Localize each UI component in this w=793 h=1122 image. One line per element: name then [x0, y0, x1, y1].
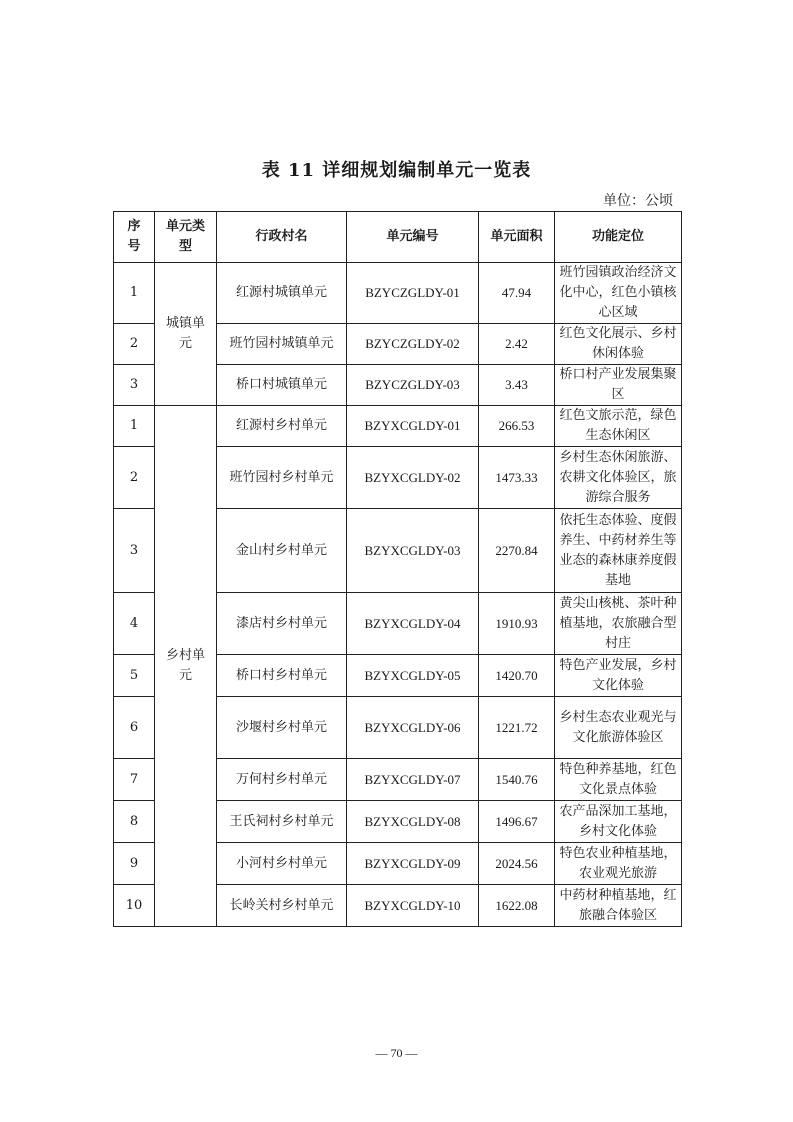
cell-no: 2	[114, 447, 155, 509]
cell-area: 2.42	[479, 324, 555, 365]
cell-code: BZYXCGLDY-01	[347, 406, 479, 447]
cell-village: 沙堰村乡村单元	[217, 697, 347, 759]
cell-no: 4	[114, 593, 155, 655]
cell-village: 长岭关村乡村单元	[217, 885, 347, 927]
group-town: 城镇单元	[155, 263, 217, 406]
unit-label: 单位：公顷	[603, 193, 673, 209]
cell-code: BZYCZGLDY-02	[347, 324, 479, 365]
cell-no: 9	[114, 843, 155, 885]
cell-village: 金山村乡村单元	[217, 509, 347, 593]
cell-code: BZYXCGLDY-06	[347, 697, 479, 759]
cell-function: 农产品深加工基地，乡村文化体验	[555, 801, 682, 843]
cell-village: 班竹园村城镇单元	[217, 324, 347, 365]
cell-function: 乡村生态农业观光与文化旅游体验区	[555, 697, 682, 759]
cell-function: 红色文化展示、乡村休闲体验	[555, 324, 682, 365]
cell-village: 王氏祠村乡村单元	[217, 801, 347, 843]
cell-code: BZYXCGLDY-08	[347, 801, 479, 843]
cell-area: 1540.76	[479, 759, 555, 801]
cell-no: 2	[114, 324, 155, 365]
header-function: 功能定位	[555, 212, 682, 263]
cell-no: 6	[114, 697, 155, 759]
cell-no: 3	[114, 365, 155, 406]
cell-village: 小河村乡村单元	[217, 843, 347, 885]
cell-no: 8	[114, 801, 155, 843]
cell-code: BZYXCGLDY-10	[347, 885, 479, 927]
cell-area: 1910.93	[479, 593, 555, 655]
cell-village: 红源村城镇单元	[217, 263, 347, 324]
cell-area: 1473.33	[479, 447, 555, 509]
cell-function: 特色种养基地，红色文化景点体验	[555, 759, 682, 801]
cell-area: 1221.72	[479, 697, 555, 759]
header-village: 行政村名	[217, 212, 347, 263]
cell-area: 1420.70	[479, 655, 555, 697]
cell-village: 桥口村城镇单元	[217, 365, 347, 406]
cell-function: 乡村生态休闲旅游、农耕文化体验区，旅游综合服务	[555, 447, 682, 509]
cell-village: 红源村乡村单元	[217, 406, 347, 447]
cell-village: 班竹园村乡村单元	[217, 447, 347, 509]
cell-code: BZYXCGLDY-02	[347, 447, 479, 509]
table-title: 表 11 详细规划编制单元一览表	[261, 160, 532, 181]
cell-village: 桥口村乡村单元	[217, 655, 347, 697]
cell-function: 班竹园镇政治经济文化中心，红色小镇核心区域	[555, 263, 682, 324]
planning-units-table	[113, 211, 682, 927]
cell-function: 中药材种植基地，红旅融合体验区	[555, 885, 682, 927]
cell-code: BZYXCGLDY-09	[347, 843, 479, 885]
cell-function: 特色产业发展，乡村文化体验	[555, 655, 682, 697]
cell-no: 1	[114, 263, 155, 324]
cell-area: 2024.56	[479, 843, 555, 885]
cell-area: 2270.84	[479, 509, 555, 593]
cell-area: 47.94	[479, 263, 555, 324]
cell-code: BZYXCGLDY-05	[347, 655, 479, 697]
cell-no: 5	[114, 655, 155, 697]
cell-area: 3.43	[479, 365, 555, 406]
cell-code: BZYXCGLDY-07	[347, 759, 479, 801]
cell-code: BZYXCGLDY-04	[347, 593, 479, 655]
group-rural: 乡村单元	[155, 406, 217, 927]
table-row	[114, 263, 682, 324]
cell-village: 万何村乡村单元	[217, 759, 347, 801]
header-unit-type: 单元类型	[155, 212, 217, 263]
cell-no: 3	[114, 509, 155, 593]
cell-village: 漆店村乡村单元	[217, 593, 347, 655]
header-unit-area: 单元面积	[479, 212, 555, 263]
cell-function: 黄尖山核桃、茶叶种植基地，农旅融合型村庄	[555, 593, 682, 655]
cell-code: BZYCZGLDY-03	[347, 365, 479, 406]
cell-area: 1622.08	[479, 885, 555, 927]
cell-code: BZYXCGLDY-03	[347, 509, 479, 593]
header-no: 序号	[114, 212, 155, 263]
cell-no: 7	[114, 759, 155, 801]
cell-no: 1	[114, 406, 155, 447]
cell-function: 特色农业种植基地，农业观光旅游	[555, 843, 682, 885]
cell-function: 依托生态体验、度假养生、中药材养生等业态的森林康养度假基地	[555, 509, 682, 593]
header-row	[114, 212, 682, 263]
cell-area: 266.53	[479, 406, 555, 447]
page-number: — 70 —	[375, 1046, 418, 1060]
cell-function: 红色文旅示范，绿色生态休闲区	[555, 406, 682, 447]
header-unit-code: 单元编号	[347, 212, 479, 263]
cell-code: BZYCZGLDY-01	[347, 263, 479, 324]
cell-no: 10	[114, 885, 155, 927]
cell-area: 1496.67	[479, 801, 555, 843]
table-row	[114, 406, 682, 447]
cell-function: 桥口村产业发展集聚区	[555, 365, 682, 406]
